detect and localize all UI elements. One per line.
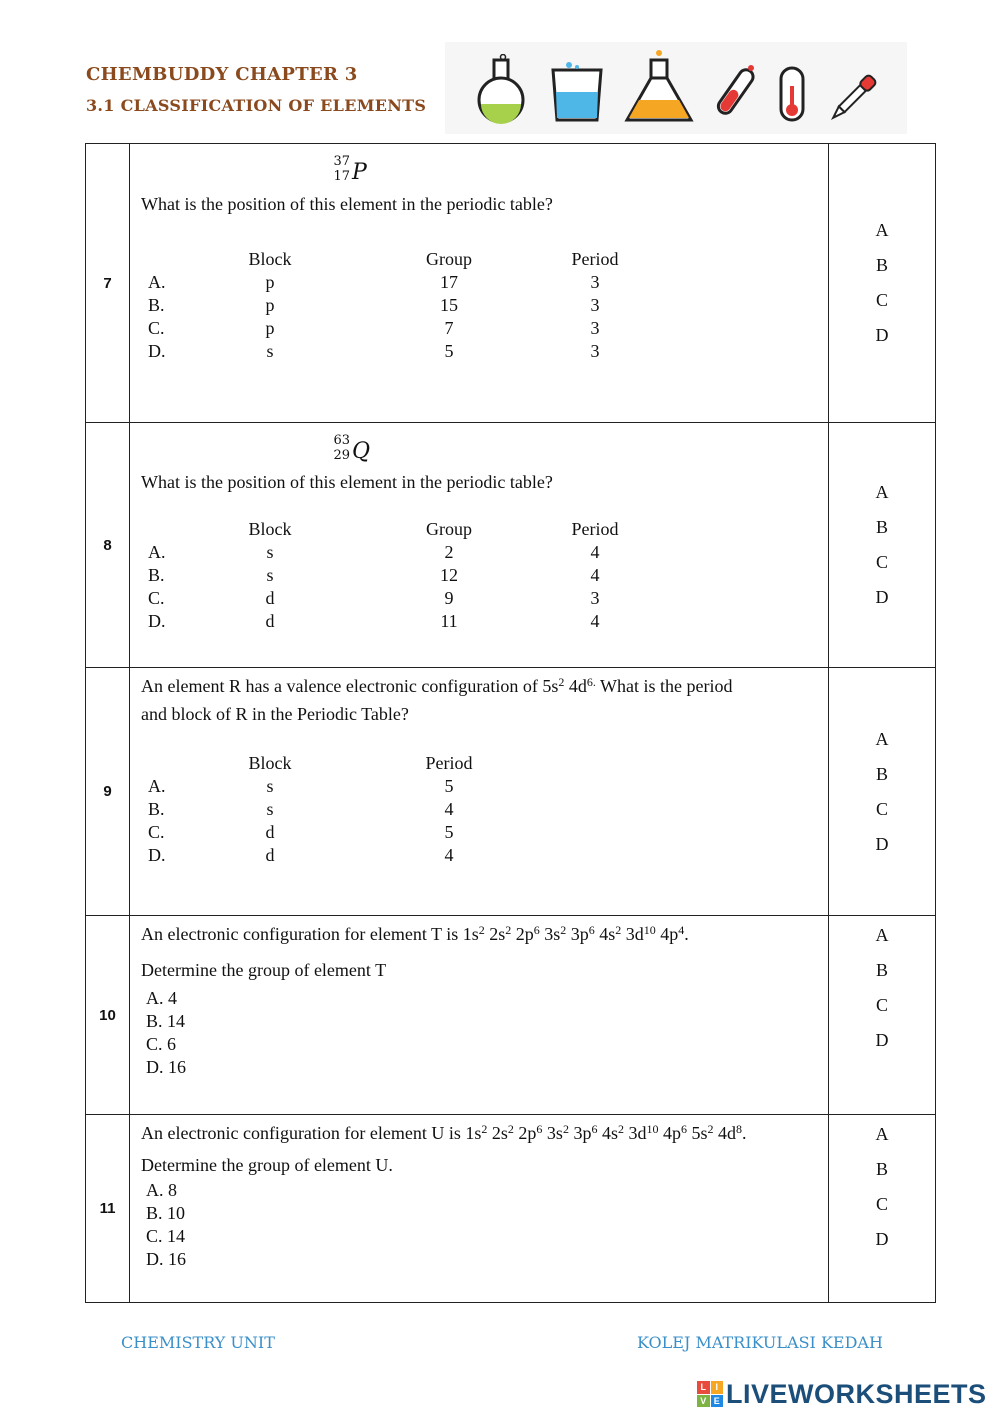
question-row	[86, 668, 936, 916]
conical-flask-icon	[623, 48, 695, 126]
question-table	[85, 143, 936, 1303]
orbital-exponent: 6	[536, 1122, 543, 1136]
thermometer-icon	[775, 64, 809, 126]
orbital-term: 3d	[623, 1123, 647, 1143]
orbital-term: 4d	[713, 1123, 736, 1143]
option-row: B. s 4	[148, 799, 454, 819]
option-table	[148, 248, 634, 363]
question-number: 9	[86, 668, 130, 916]
answer-b[interactable]: B	[875, 255, 888, 275]
question-stem-2: Determine the group of element T	[141, 960, 387, 980]
orbital-term: 5s	[686, 1123, 708, 1143]
answer-a[interactable]: A	[875, 220, 889, 240]
orbital-term: 4p	[655, 924, 679, 944]
orbital-exponent: 2	[562, 1122, 569, 1136]
answer-c[interactable]: C	[875, 290, 888, 310]
question-row	[86, 1115, 936, 1303]
answer-d[interactable]: D	[875, 1229, 889, 1249]
question-body	[130, 916, 829, 1115]
orbital-term: 4s	[594, 924, 616, 944]
option-row: D. s 5 3	[148, 341, 600, 361]
answer-d[interactable]: D	[875, 325, 889, 345]
column-header: Period	[425, 753, 473, 773]
test-tube-icon	[707, 62, 761, 126]
footer-right: KOLEJ MATRIKULASI KEDAH	[637, 1333, 883, 1352]
answer-choices	[829, 1115, 936, 1303]
orbital-exponent: 2	[615, 923, 622, 937]
column-header: Block	[248, 753, 292, 773]
orbital-term: 2p	[511, 924, 534, 944]
orbital-exponent: 2	[560, 923, 567, 937]
question-stem: What is the position of this element in the periodic table?	[141, 194, 553, 214]
orbital-term: 3p	[566, 924, 589, 944]
orbital-exponent: 2	[478, 923, 485, 937]
question-stem: An electronic configuration for element U is $1s^2$ $2s^2$ $2p^6$ $3s^2$ $3p^6$ $4s^2$ $3d^{10}$ $4p^6$ $5s^2$ $4d^8$.	[141, 1122, 747, 1143]
orbital-term: 4s	[597, 1123, 618, 1143]
orbital-exponent: 10	[643, 923, 656, 937]
mass-number: 63	[333, 433, 350, 448]
orbital-exponent: 2	[707, 1122, 714, 1136]
answer-a[interactable]: A	[875, 728, 889, 749]
column-header: Period	[571, 519, 619, 539]
question-body	[130, 144, 829, 423]
option-table	[148, 752, 556, 867]
answer-choices	[829, 668, 936, 916]
answer-a[interactable]: A	[875, 925, 889, 945]
liveworksheets-brand[interactable]	[697, 1378, 987, 1410]
answer-d[interactable]: D	[875, 1030, 889, 1050]
answer-a[interactable]: A	[875, 482, 889, 502]
option-row: B. 14	[146, 1011, 186, 1031]
orbital-term: 3p	[568, 1123, 592, 1143]
option-row: B. s 12 4	[148, 565, 600, 585]
question-stem: An element R has a valence electronic configuration of $5s^2$ $4d^{6.}$ What is the period and block of R in the Periodic Table?	[141, 675, 733, 724]
question-number: 7	[86, 144, 130, 423]
answer-choices	[829, 916, 936, 1115]
worksheet-title: CHEMBUDDY CHAPTER 3	[86, 64, 358, 85]
orbital-term: 2s	[487, 1123, 508, 1143]
question-stem-2: Determine the group of element U.	[141, 1155, 393, 1175]
question-number: 8	[86, 423, 130, 668]
orbital-term: 2s	[484, 924, 506, 944]
atomic-number: 17	[333, 169, 350, 184]
option-row: A. s 2 4	[148, 542, 600, 562]
orbital-term: 3d	[621, 924, 644, 944]
answer-c[interactable]: C	[875, 798, 888, 819]
column-header: Block	[248, 519, 292, 539]
option-list	[146, 1179, 186, 1271]
brand-name: LIVEWORKSHEETS	[726, 1378, 987, 1409]
question-stem: What is the position of this element in the periodic table?	[141, 472, 553, 492]
beaker-icon	[547, 62, 607, 124]
orbital-term: 1s	[465, 1123, 482, 1143]
answer-b[interactable]: B	[875, 1159, 888, 1179]
orbital-exponent: 2	[481, 1122, 488, 1136]
option-row: C. p 7 3	[148, 318, 600, 338]
electron-configuration	[463, 924, 685, 944]
liveworksheets-logo-icon: L I V E	[697, 1381, 723, 1407]
option-row: C. 6	[146, 1034, 177, 1054]
question-row	[86, 144, 936, 423]
dropper-icon	[823, 68, 883, 130]
orbital-term: 2p	[513, 1123, 537, 1143]
orbital-exponent: 6	[591, 1122, 598, 1136]
answer-c[interactable]: C	[875, 1194, 888, 1214]
footer-left: CHEMISTRY UNIT	[121, 1333, 275, 1352]
answer-choices	[829, 423, 936, 668]
answer-c[interactable]: C	[875, 552, 888, 572]
orbital-exponent: 2	[617, 1122, 624, 1136]
option-row: C. d 5	[148, 822, 454, 842]
orbital-term: 3s	[539, 924, 561, 944]
option-row: C. 14	[146, 1226, 186, 1246]
orbital-exponent: 2	[507, 1122, 514, 1136]
round-flask-icon	[473, 54, 529, 124]
answer-d[interactable]: D	[875, 587, 889, 607]
option-row: A. 4	[146, 988, 177, 1008]
mass-number: 37	[333, 154, 350, 169]
option-row: D. 16	[146, 1057, 186, 1077]
answer-c[interactable]: C	[875, 995, 888, 1015]
answer-b[interactable]: B	[875, 763, 888, 784]
orbital-exponent: 6	[588, 923, 595, 937]
option-row: C. d 9 3	[148, 588, 600, 608]
question-number: 10	[86, 916, 130, 1115]
element-symbol: P	[352, 160, 367, 185]
option-row: A. p 17 3	[148, 272, 600, 292]
column-header: Group	[426, 249, 472, 269]
orbital-exponent: 4	[678, 923, 685, 937]
question-row	[86, 423, 936, 668]
orbital-exponent: 8	[735, 1122, 742, 1136]
orbital-exponent: 6	[533, 923, 540, 937]
answer-a[interactable]: A	[875, 1124, 889, 1144]
electron-configuration	[465, 1123, 742, 1143]
option-row: D. d 11 4	[148, 611, 600, 631]
answer-d[interactable]: D	[875, 833, 889, 854]
lab-icons-banner	[445, 42, 907, 134]
question-body	[130, 423, 829, 668]
question-row	[86, 916, 936, 1115]
orbital-term: 3s	[542, 1123, 563, 1143]
answer-choices	[829, 144, 936, 423]
option-list	[146, 987, 186, 1079]
answer-b[interactable]: B	[875, 517, 888, 537]
column-header: Group	[426, 519, 472, 539]
orbital-exponent: 6	[680, 1122, 687, 1136]
orbital-term: 4p	[658, 1123, 681, 1143]
option-row: B. 10	[146, 1203, 186, 1223]
atomic-number: 29	[333, 448, 350, 463]
question-body	[130, 668, 829, 916]
column-header: Period	[571, 249, 619, 269]
option-row: B. p 15 3	[148, 295, 600, 315]
question-number: 11	[86, 1115, 130, 1303]
option-row: D. d 4	[148, 845, 454, 865]
worksheet-subtitle: 3.1 CLASSIFICATION OF ELEMENTS	[86, 96, 427, 115]
element-symbol: Q	[352, 439, 371, 464]
question-stem: An electronic configuration for element T is $1s^2$ $2s^2$ $2p^6$ $3s^2$ $3p^6$ $4s^2$ $3d^{10}$ $4p^4$.	[141, 923, 689, 944]
option-row: A. 8	[146, 1180, 177, 1200]
orbital-term: 1s	[462, 924, 479, 944]
option-table	[148, 518, 634, 633]
answer-b[interactable]: B	[875, 960, 888, 980]
column-header: Block	[248, 249, 292, 269]
option-row: D. 16	[146, 1249, 186, 1269]
option-row: A. s 5	[148, 776, 454, 796]
orbital-exponent: 10	[646, 1122, 659, 1136]
question-body	[130, 1115, 829, 1303]
orbital-exponent: 2	[505, 923, 512, 937]
